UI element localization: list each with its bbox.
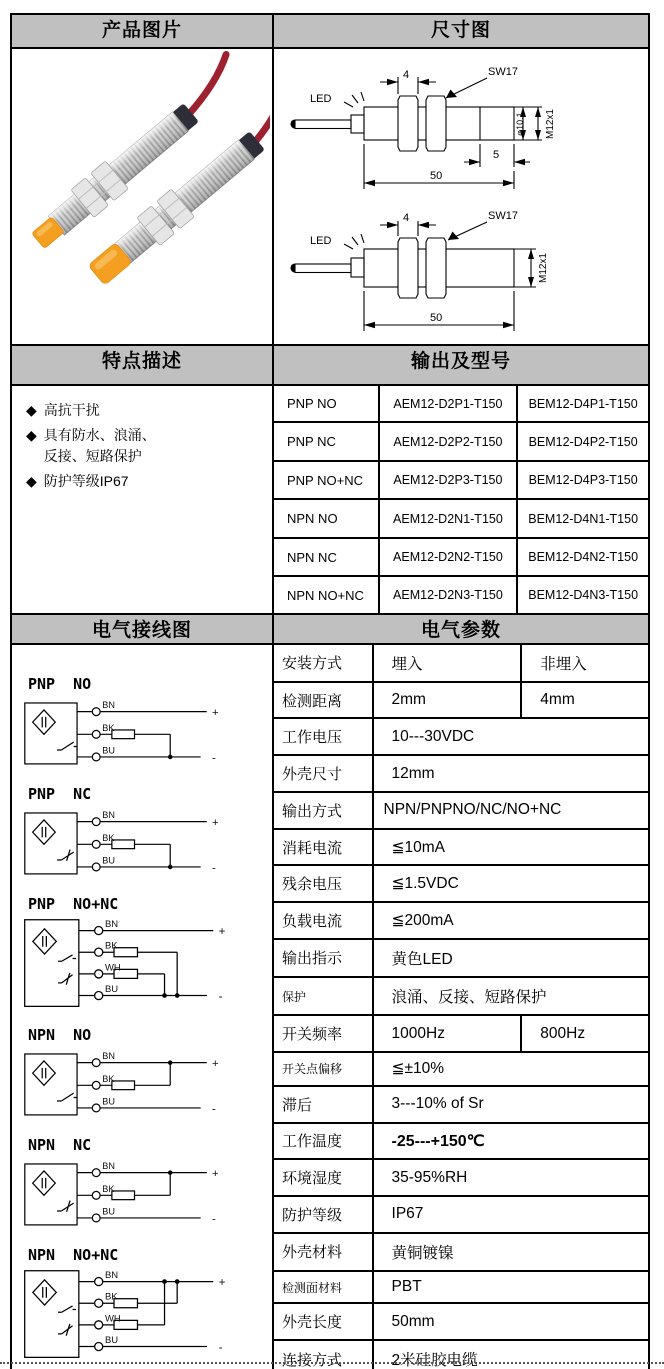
minus-sign: -	[211, 1213, 216, 1226]
switch-contact-icon	[57, 1093, 77, 1101]
param-value: 12mm	[373, 755, 648, 792]
plus-sign: +	[218, 925, 226, 939]
minus-sign: -	[211, 1103, 216, 1116]
wiring-diagrams	[12, 645, 272, 1362]
datasheet-table	[10, 13, 650, 1369]
switch-contact-icon	[58, 1306, 76, 1312]
param-value: ≦10mA	[373, 829, 648, 866]
terminal-icon	[95, 1342, 103, 1350]
switch-contact-icon	[57, 742, 77, 750]
model-b-cell: BEM12-D4N2-T150	[517, 538, 648, 577]
led-label: LED	[310, 235, 332, 247]
wire-label: BU	[102, 1096, 115, 1107]
param-label: 负载电流	[274, 902, 373, 939]
param-value: 800Hz	[521, 1015, 648, 1052]
junction-dot	[168, 1060, 173, 1065]
model-b-cell: BEM12-D4N1-T150	[517, 499, 648, 538]
junction-dot	[175, 1279, 180, 1284]
sensor-symbol-icon	[33, 1061, 56, 1085]
wire-label: WH	[104, 962, 121, 974]
model-a-cell: AEM12-D2P1-T150	[379, 386, 518, 422]
sensor-box	[25, 1271, 79, 1358]
switch-contact-icon	[58, 973, 72, 985]
sensor-symbol-icon	[33, 1280, 56, 1305]
junction-dot	[162, 1279, 167, 1284]
wire-label: BN	[102, 1051, 115, 1062]
terminal-icon	[92, 753, 100, 761]
param-label: 滞后	[274, 1086, 373, 1123]
minus-sign: -	[211, 862, 216, 875]
sensor-box	[25, 920, 79, 1007]
dim-4: 4	[403, 212, 410, 224]
gland	[351, 115, 364, 133]
resistor-icon	[112, 730, 135, 739]
param-label: 残余电压	[274, 865, 373, 902]
wire-label: BN	[102, 810, 115, 821]
product-photo-cell	[11, 48, 273, 345]
terminal-icon	[95, 970, 103, 978]
feature-item	[26, 425, 264, 467]
param-label: 安装方式	[274, 645, 373, 682]
sensor-box	[25, 813, 77, 874]
wiring-cell	[11, 644, 273, 1369]
param-value: 黄色LED	[373, 939, 648, 977]
diamond-bullet-icon: ◆	[26, 402, 37, 418]
terminal-icon	[92, 863, 100, 871]
models-cell	[273, 385, 649, 614]
models-table	[274, 386, 648, 613]
wire-label: BN	[104, 918, 119, 930]
terminal-icon	[92, 730, 100, 738]
param-label: 开关点偏移	[274, 1052, 373, 1086]
output-type-cell: NPN NC	[274, 538, 379, 577]
section-header-features: 特点描述	[11, 345, 273, 385]
output-type-cell: NPN NO	[274, 499, 379, 538]
param-label: 保护	[274, 977, 373, 1015]
wire-label: BK	[104, 1291, 118, 1303]
terminal-icon	[95, 1321, 103, 1329]
terminal-icon	[92, 818, 100, 826]
terminal-icon	[95, 1299, 103, 1307]
terminal-icon	[92, 1214, 100, 1222]
terminal-icon	[92, 1191, 100, 1199]
terminal-icon	[92, 708, 100, 716]
wire-label: WH	[104, 1313, 121, 1325]
dim-4: 4	[403, 69, 410, 81]
param-value: ≦200mA	[373, 902, 648, 939]
param-label: 检测面材料	[274, 1271, 373, 1303]
feature-text: 具有防水、浪涌、反接、短路保护	[43, 427, 156, 464]
wiring-label: PNP NC	[28, 785, 92, 803]
param-value: 2米硅胶电缆	[373, 1340, 648, 1369]
sensor-box	[25, 1164, 77, 1225]
feature-item	[26, 400, 264, 421]
param-label: 输出指示	[274, 939, 373, 977]
param-value: 埋入	[373, 645, 522, 682]
model-a-cell: AEM12-D2N3-T150	[379, 576, 518, 613]
param-label: 外壳长度	[274, 1303, 373, 1340]
param-value: 3---10% of Sr	[373, 1086, 648, 1123]
wire-label: BN	[104, 1269, 119, 1281]
model-b-cell: BEM12-D4P3-T150	[517, 461, 648, 500]
terminal-icon	[92, 1169, 100, 1177]
sensor-box	[25, 1054, 77, 1115]
section-header-wiring: 电气接线图	[11, 614, 273, 644]
param-value: IP67	[373, 1196, 648, 1233]
plus-sign: +	[211, 817, 219, 830]
param-value: 1000Hz	[373, 1015, 522, 1052]
output-type-cell: NPN NO+NC	[274, 576, 379, 613]
section-header-dimensions: 尺寸图	[273, 14, 649, 48]
param-value: 10---30VDC	[373, 718, 648, 755]
terminal-icon	[95, 1278, 103, 1286]
param-value: PBT	[373, 1271, 648, 1303]
param-label: 开关频率	[274, 1015, 373, 1052]
param-label: 消耗电流	[274, 829, 373, 866]
param-value: NPN/PNPNO/NC/NO+NC	[373, 792, 648, 829]
resistor-icon	[112, 840, 135, 849]
model-b-cell: BEM12-D4P1-T150	[517, 386, 648, 422]
param-value: 非埋入	[521, 645, 648, 682]
section-header-parameters: 电气参数	[273, 614, 649, 644]
param-label: 防护等级	[274, 1196, 373, 1233]
param-value: 2mm	[373, 682, 522, 719]
wire-label: BU	[102, 1206, 115, 1217]
minus-sign: -	[218, 990, 223, 1004]
terminal-icon	[95, 948, 103, 956]
wiring-diagram-npn-nc	[22, 1136, 272, 1231]
junction-dot	[162, 993, 167, 998]
wiring-label: NPN NC	[28, 1136, 92, 1154]
gland	[351, 258, 364, 277]
param-value: 50mm	[373, 1303, 648, 1340]
wiring-diagram-npn-no	[22, 1026, 272, 1121]
junction-dot	[168, 1170, 173, 1175]
dim-diameter: φ10.1	[515, 112, 525, 136]
terminal-icon	[92, 1059, 100, 1067]
param-value: 黄铜镀镍	[373, 1233, 648, 1271]
model-a-cell: AEM12-D2N1-T150	[379, 499, 518, 538]
dim-drawing-non-flush	[274, 195, 646, 341]
param-value: ≦1.5VDC	[373, 865, 648, 902]
dim-5: 5	[493, 149, 500, 161]
wire-label: BN	[102, 700, 115, 711]
param-label: 工作温度	[274, 1123, 373, 1160]
sensor-symbol-icon	[33, 1171, 56, 1195]
param-label: 环境湿度	[274, 1159, 373, 1196]
output-type-cell: PNP NC	[274, 422, 379, 461]
model-a-cell: AEM12-D2P3-T150	[379, 461, 518, 500]
terminal-icon	[95, 991, 103, 999]
plus-sign: +	[211, 1058, 219, 1071]
wire-label: BK	[102, 832, 115, 843]
dim-drawing-flush	[274, 49, 646, 195]
sensor-symbol-icon	[33, 929, 56, 954]
model-b-cell: BEM12-D4N3-T150	[517, 576, 648, 613]
led-rays-icon	[344, 234, 364, 249]
resistor-icon	[112, 1081, 135, 1090]
junction-dot	[175, 993, 180, 998]
plus-sign: +	[211, 707, 219, 720]
cable	[295, 120, 351, 129]
switch-contact-icon	[58, 1324, 72, 1336]
wiring-diagram-pnp-nc	[22, 785, 272, 880]
minus-sign: -	[211, 752, 216, 765]
param-label: 输出方式	[274, 792, 373, 829]
wire-label: BK	[104, 940, 118, 952]
feature-text: 高抗干扰	[43, 402, 100, 418]
feature-item	[26, 471, 264, 492]
diamond-bullet-icon: ◆	[26, 427, 37, 443]
wiring-label: PNP NO	[28, 675, 92, 693]
dimension-drawings-cell	[273, 48, 649, 345]
features-cell	[11, 385, 273, 614]
param-label: 外壳材料	[274, 1233, 373, 1271]
terminal-icon	[95, 927, 103, 935]
wire-label: BN	[102, 1161, 115, 1172]
model-b-cell: BEM12-D4P2-T150	[517, 422, 648, 461]
section-header-models: 输出及型号	[273, 345, 649, 385]
switch-contact-icon	[58, 955, 76, 961]
hex-nut	[426, 96, 446, 151]
switch-contact-icon	[57, 850, 74, 861]
nut-label: SW17	[488, 210, 518, 222]
wiring-label: NPN NO+NC	[28, 1246, 119, 1264]
terminal-icon	[92, 1104, 100, 1112]
terminal-icon	[92, 1081, 100, 1089]
parameters-cell	[273, 644, 649, 1369]
sensor-box	[25, 703, 77, 764]
wiring-diagram-pnp-no	[22, 675, 272, 770]
led-label: LED	[310, 93, 332, 105]
output-type-cell: PNP NO+NC	[274, 461, 379, 500]
param-label: 检测距离	[274, 682, 373, 719]
param-value: 35-95%RH	[373, 1159, 648, 1196]
param-value: 4mm	[521, 682, 648, 719]
dim-50: 50	[430, 170, 443, 182]
product-photo	[12, 49, 270, 342]
wire-label: BK	[102, 1183, 115, 1194]
output-type-cell: PNP NO	[274, 386, 379, 422]
wire-label: BK	[102, 722, 115, 733]
cable	[295, 264, 351, 273]
hex-nut	[398, 96, 418, 151]
wire-label: BU	[102, 855, 115, 866]
terminal-icon	[92, 840, 100, 848]
wiring-label: NPN NO	[28, 1026, 92, 1044]
dim-50: 50	[430, 312, 443, 324]
wiring-label: PNP NO+NC	[28, 895, 119, 913]
wiring-diagram-pnp-no-nc	[22, 895, 272, 1011]
feature-text: 防护等级IP67	[43, 473, 129, 489]
junction-dot	[168, 755, 173, 760]
section-header-product-image: 产品图片	[11, 14, 273, 48]
plus-sign: +	[218, 1276, 226, 1290]
resistor-icon	[112, 1191, 135, 1200]
switch-contact-icon	[57, 1201, 74, 1212]
param-label: 工作电压	[274, 718, 373, 755]
hex-nut	[426, 238, 446, 298]
model-a-cell: AEM12-D2P2-T150	[379, 422, 518, 461]
diamond-bullet-icon: ◆	[26, 473, 37, 489]
wire-label: BU	[104, 1334, 119, 1346]
param-label: 外壳尺寸	[274, 755, 373, 792]
nut-label: SW17	[488, 66, 518, 78]
junction-dot	[168, 865, 173, 870]
param-label: 连接方式	[274, 1340, 373, 1369]
sensor-symbol-icon	[33, 820, 56, 844]
plus-sign: +	[211, 1168, 219, 1181]
hex-nut	[398, 238, 418, 298]
page-break-dotted-line	[0, 1362, 664, 1364]
param-value: ≦±10%	[373, 1052, 648, 1086]
thread-label: M12x1	[545, 108, 556, 140]
param-value: -25---+150℃	[373, 1123, 648, 1160]
wire-label: BU	[104, 983, 119, 995]
features-list	[12, 386, 272, 492]
led-rays-icon	[344, 92, 364, 107]
param-value: 浪涌、反接、短路保护	[373, 977, 648, 1015]
sensor-symbol-icon	[33, 710, 56, 734]
wire-label: BK	[102, 1073, 115, 1084]
wiring-diagram-npn-no-nc	[22, 1246, 272, 1362]
minus-sign: -	[218, 1341, 223, 1355]
wire-label: BU	[102, 745, 115, 756]
model-a-cell: AEM12-D2N2-T150	[379, 538, 518, 577]
thread-label: M12x1	[538, 252, 549, 284]
parameters-table	[274, 645, 648, 1369]
